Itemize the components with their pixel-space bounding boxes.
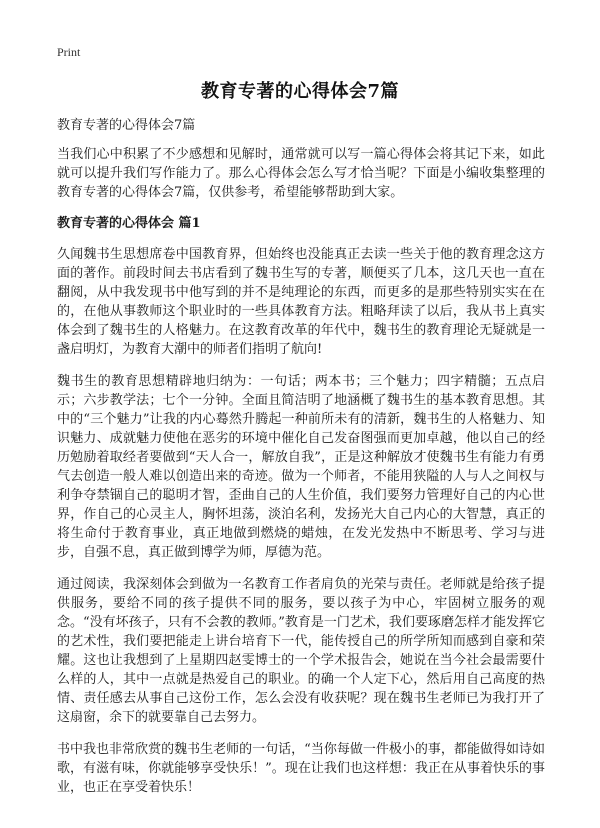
body-paragraph: 通过阅读，我深刻体会到做为一名教育工作者肩负的光荣与责任。老师就是给孩子提供服务，要给不同的孩子提供不同的服务，要以孩子为中心，牢固树立服务的观念。“没有坏孩子，只有不会教的教师。”教育是一门艺术，我们要琢磨怎样才能发挥它的艺术性，我们要把能走上讲台培育下一代，能传授自己的所学所知而感到自豪和荣耀。这也让我想到了上星期四赵雯博士的一个学术报告会，她说在当今社会最需要什么样的人，其中一点就是热爱自己的职业。的确一个人定下心，然后用自己高度的热情、责任感去从事自己这份工作，怎么会没有收获呢？现在魏书生老师已为我打开了这扇窗，余下的就要靠自己去努力。 bbox=[57, 577, 545, 725]
document-body bbox=[57, 117, 545, 810]
intro-paragraph: 当我们心中积累了不少感想和见解时，通常就可以写一篇心得体会将其记下来，如此就可以提升我们写作能力了。那么心得体会怎么写才恰当呢？下面是小编收集整理的教育专著的心得体会7篇，仅供参考，希望能够帮助到大家。 bbox=[57, 147, 545, 200]
body-paragraph: 魏书生的教育思想精辟地归纳为：一句话；两本书；三个魅力；四字精髓；五点启示；六步教学法；七个一分钟。全面且简洁明了地涵概了魏书生的基本教育思想。其中的“三个魅力”让我的内心蓦然升腾起一种前所未有的清新，魏书生的人格魅力、知识魅力、成就魅力使他在恶劣的环境中催化自己发奋图强而更加卓越，他以自己的经历勉励着取经者要做到“天人合一，解放自我”，正是这种解放才使魏书生有能力有勇气去创造一般人难以创造出来的奇迹。做为一个师者，不能用狭隘的人与人之间权与利争夺禁锢自己的聪明才智，歪曲自己的人生价值，我们要努力管理好自己的内心世界，作自己的心灵主人，胸怀坦荡，淡泊名利，发扬光大自己内心的大智慧，真正的将生命付于教育事业，真正地做到燃烧的蜡烛，在发光发热中不断思考、学习与进步，自强不息，真正做到博学为师，厚德为范。 bbox=[57, 374, 545, 560]
body-paragraph: 久闻魏书生思想席卷中国教育界，但始终也没能真正去读一些关于他的教育理念这方面的著作。前段时间去书店看到了魏书生写的专著，顺便买了几本，这几天也一直在翻阅，从中我发现书中他写到的并不是纯理论的东西，而更多的是那些特别实实在在的，在他从事教师这个职业时的一些具体教育方法。粗略拜读了以后，我从书上真实体会到了魏书生的人格魅力。在这教育改革的年代中，魏书生的教育理论无疑就是一盏启明灯，为教育大潮中的师者们指明了航向! bbox=[57, 247, 545, 357]
body-paragraph: 书中我也非常欣赏的魏书生老师的一句话，“当你每做一件极小的事，都能做得如诗如歌，有滋有味，你就能够享受快乐！”。现在让我们也这样想：我正在从事着快乐的事业，也正在享受着快乐！ bbox=[57, 742, 545, 795]
section-1 bbox=[57, 215, 545, 797]
document-title: 教育专著的心得体会7篇 bbox=[200, 81, 400, 102]
section-heading: 教育专著的心得体会 篇1 bbox=[57, 216, 201, 231]
document-subtitle: 教育专著的心得体会7篇 bbox=[57, 118, 196, 133]
print-link[interactable]: Print bbox=[57, 45, 81, 59]
